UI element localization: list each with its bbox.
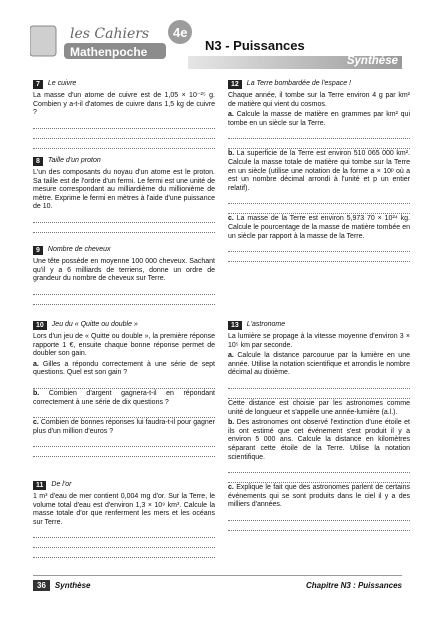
exercise-number: 12	[228, 80, 242, 89]
exercise-title: La Terre bombardée de l'espace !	[246, 80, 351, 88]
exercise-11	[33, 481, 215, 559]
exercise-title: Taille d'un proton	[47, 157, 101, 165]
chapter-title: N3 - Puissances	[205, 38, 305, 53]
answer-line	[33, 539, 215, 548]
page-number: 36	[33, 580, 50, 591]
answer-line	[33, 438, 215, 447]
answer-line	[228, 140, 410, 149]
exercise-title: Jeu du « Quitte ou double »	[51, 321, 138, 329]
exercise-number: 8	[33, 157, 43, 166]
question-a: a. Calcule la masse de matière en grammes par km² qui tombe en un siècle sur la Terre.	[228, 111, 410, 127]
exercise-text: Une tête possède en moyenne 100 000 cheveux. Sachant qu'il y a 6 milliards de terriens, donne un ordre de grandeur du nombre de cheveux sur Terre.	[33, 258, 215, 283]
question-a: a. Calcule la distance parcourue par la lumière en une année. Utilise la notation scientifique et arrondis le nombre décimal au dixième.	[228, 352, 410, 377]
exercise-intro: Chaque année, il tombe sur la Terre environ 4 g par km² de matière qui vient du cosmos.	[228, 92, 410, 108]
answer-line	[33, 224, 215, 233]
answer-line	[33, 296, 215, 305]
exercise-note: Cette distance est choisie par les astronomes comme unité de longueur et s'appelle une année-lumière (a.l.).	[228, 399, 410, 416]
answer-line	[228, 205, 410, 214]
exercise-number: 11	[33, 481, 46, 490]
exercise-number: 7	[33, 80, 43, 89]
exercise-text: La masse d'un atome de cuivre est de 1,05 × 10⁻²⁵ g. Combien y a-t-il d'atomes de cuivre dans 1,5 kg de cuivre ?	[33, 92, 215, 117]
answer-line	[228, 512, 410, 521]
question-b: b. La superficie de la Terre est environ 510 065 000 km². Calcule la masse totale de matière qui tombe sur la Terre en un siècle (utilise une notation de la forme a × 10ᵖ où a est un nombre décimal arrondi à l'unité et p un entier relatif).	[228, 150, 410, 192]
question-c: c. Combien de bonnes réponses lui faudra-t-il pour gagner plus d'un million d'euros ?	[33, 419, 215, 435]
answer-line	[33, 380, 215, 389]
exercise-9	[33, 246, 215, 306]
exercise-number: 9	[33, 246, 43, 255]
answer-line	[228, 464, 410, 473]
answer-line	[33, 549, 215, 558]
question-a: a. Gilles a répondu correctement à une série de sept questions. Quel est son gain ?	[33, 360, 215, 377]
exercise-text: 1 m³ d'eau de mer contient 0,004 mg d'or. Sur la Terre, le volume total d'eau est d'environ 1,3 × 10⁹ km³. Calcule la masse totale d'or que renferment les mers et les océans sur Terre.	[33, 493, 215, 526]
exercise-8	[33, 157, 215, 234]
question-b: b. Des astronomes ont observé l'extinction d'une étoile et ils ont estimé que cet événement s'est produit il y a environ 5 000 ans. Calcule la distance en kilomètres séparant cette étoile de la Terre. Utilise la notation scientifique.	[228, 419, 410, 461]
answer-line	[228, 243, 410, 252]
exercise-intro: Lors d'un jeu de « Quitte ou double », la première réponse rapporte 1 €, ensuite chaque bonne réponse permet de doubler son gain.	[33, 333, 215, 358]
exercise-12	[228, 80, 410, 263]
question-b: b. Combien d'argent gagnera-t-il en répondant correctement à une série de dix questions ?	[33, 389, 215, 406]
footer-left	[33, 580, 90, 591]
banner-label: Synthèse	[346, 55, 398, 67]
exercise-13	[228, 321, 410, 532]
exercise-intro: La lumière se propage à la vitesse moyenne d'environ 3 × 10⁵ km par seconde.	[228, 333, 410, 349]
answer-line	[228, 390, 410, 399]
footer-chapter: Chapitre N3 : Puissances	[305, 581, 402, 590]
exercise-title: De l'or	[51, 481, 72, 489]
answer-line	[33, 130, 215, 139]
exercise-number: 10	[33, 321, 47, 330]
answer-line	[228, 195, 410, 204]
exercise-title: Le cuivre	[47, 80, 77, 88]
answer-line	[33, 448, 215, 457]
logo-name: Mathenpoche	[70, 45, 148, 59]
answer-line	[228, 474, 410, 483]
exercise-10	[33, 321, 215, 458]
exercise-text: L'un des composants du noyau d'un atome est le proton. Sa taille est de l'ordre d'un fermi. Le fermi est une unité de mesure correspondant au milliardième du millionième de mètre. Exprime le fermi en mètres à l'aide d'une puissance de 10.	[33, 169, 215, 211]
section-banner	[188, 56, 402, 69]
logo-title: les Cahiers	[70, 26, 150, 42]
answer-line	[33, 140, 215, 149]
logo-badge: 4e	[173, 25, 188, 40]
exercise-number: 13	[228, 321, 242, 330]
answer-line	[33, 529, 215, 538]
footer-divider	[33, 575, 402, 576]
footer-section: Synthèse	[54, 581, 91, 590]
answer-line	[228, 380, 410, 389]
answer-line	[33, 409, 215, 418]
answer-line	[228, 130, 410, 139]
answer-line	[33, 120, 215, 129]
mathenpoche-logo	[30, 16, 200, 64]
answer-line	[33, 214, 215, 223]
answer-line	[228, 522, 410, 531]
answer-line	[228, 253, 410, 262]
question-c: c. La masse de la Terre est environ 5,973 70 × 10²⁴ kg. Calcule le pourcentage de la masse de matière tombée en un siècle par rapport à la masse de la Terre.	[228, 215, 410, 240]
question-c: c. Explique le fait que des astronomes parlent de certains événements qui se sont produits dans le ciel il y a des milliers d'années.	[228, 484, 410, 509]
exercise-7	[33, 80, 215, 150]
exercise-title: L'astronome	[246, 321, 286, 329]
answer-line	[33, 286, 215, 295]
exercise-title: Nombre de cheveux	[47, 246, 111, 254]
